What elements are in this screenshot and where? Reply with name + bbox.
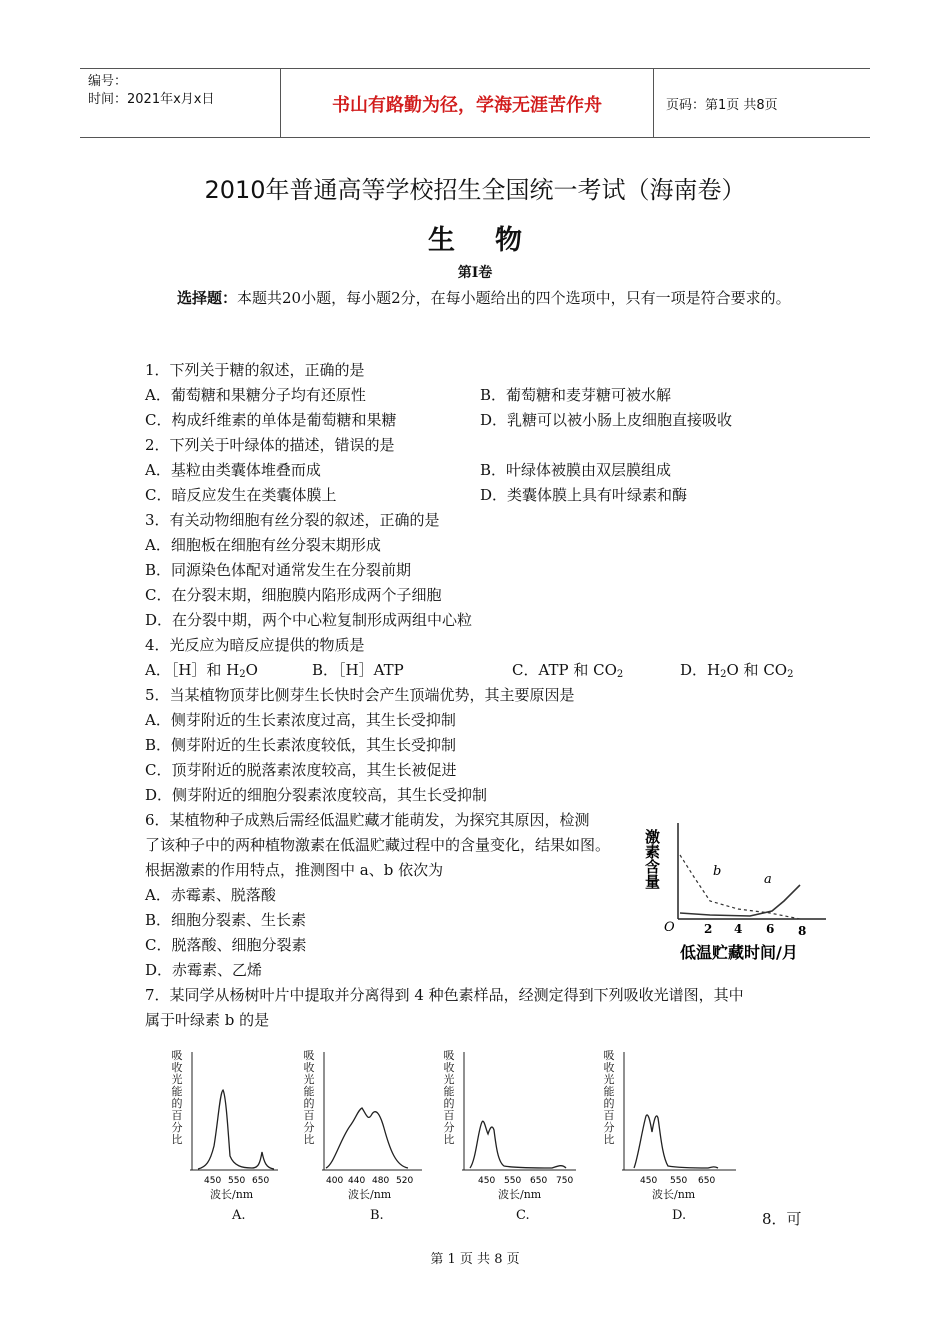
q5-option-c: C．顶芽附近的脱落素浓度较高，其生长被促进	[145, 761, 457, 779]
q6-option-b: B．细胞分裂素、生长素	[145, 911, 307, 929]
spectrum-b-tick-3: 480	[372, 1176, 390, 1186]
spectrum-c-tick-3: 650	[530, 1176, 548, 1186]
spectrum-a-tick-2: 550	[228, 1176, 246, 1186]
spectrum-b-xlabel: 波长/nm	[348, 1188, 392, 1201]
q4-option-a: A．［H］和 $H_2O$	[145, 661, 258, 680]
hormone-chart-xlabel: 低温贮藏时间/月	[680, 943, 798, 962]
q7-stem-line1: 7．某同学从杨树叶片中提取并分离得到 4 种色素样品，经测定得到下列吸收光谱图，其中	[145, 986, 744, 1004]
spectrum-b-ylabel: 吸收光能的百分比	[303, 1049, 315, 1146]
instructions-lead: 选择题：	[177, 289, 238, 307]
q7-stem-line2: 属于叶绿素 b 的是	[145, 1011, 270, 1029]
date-text: 时间：2021年x月x日	[88, 92, 215, 107]
q3-option-d: D．在分裂中期，两个中心粒复制形成两组中心粒	[145, 611, 473, 629]
q5-option-b: B．侧芽附近的生长素浓度较低，其生长受抑制	[145, 736, 457, 754]
spectrum-d-curve	[634, 1115, 718, 1168]
q1-stem: 1．下列关于糖的叙述，正确的是	[145, 361, 365, 379]
motto-text: 书山有路勤为径，学海无涯苦作舟	[332, 95, 602, 116]
q6-option-a: A．赤霉素、脱落酸	[145, 886, 276, 904]
spectrum-panel-a	[168, 1050, 288, 1230]
spectrum-d-tick-3: 650	[698, 1176, 716, 1186]
volume-title: 第Ⅰ卷	[457, 265, 493, 281]
q2-option-c: C．暗反应发生在类囊体膜上	[145, 486, 337, 504]
q4-stem: 4．光反应为暗反应提供的物质是	[145, 636, 365, 654]
q6-option-c: C．脱落酸、细胞分裂素	[145, 936, 307, 954]
spectrum-a-ylabel: 吸收光能的百分比	[171, 1049, 183, 1146]
hormone-chart-origin: O	[664, 920, 675, 935]
spectrum-panel-d	[600, 1050, 740, 1230]
hormone-chart-tick-4: 4	[734, 922, 743, 936]
spectrum-c-xlabel: 波长/nm	[498, 1188, 542, 1201]
q3-option-c: C．在分裂末期，细胞膜内陷形成两个子细胞	[145, 586, 442, 604]
hormone-curve-b	[680, 855, 800, 919]
q6-stem-line2: 了该种子中的两种植物激素在低温贮藏过程中的含量变化，结果如图。	[145, 836, 611, 854]
spectrum-c-option: C.	[516, 1208, 530, 1223]
instructions-text: 本题共20小题，每小题2分，在每小题给出的四个选项中，只有一项是符合要求的。	[237, 289, 791, 307]
spectrum-d-tick-2: 550	[670, 1176, 688, 1186]
hormone-chart-tick-6: 6	[766, 922, 775, 936]
spectrum-c-ylabel: 吸收光能的百分比	[443, 1049, 455, 1146]
q6-stem-line3: 根据激素的作用特点，推测图中 a、b 依次为	[145, 861, 444, 879]
hormone-chart	[643, 815, 840, 965]
spectrum-a-svg	[168, 1050, 288, 1230]
spectrum-b-tick-4: 520	[396, 1176, 414, 1186]
spectrum-a-tick-3: 650	[252, 1176, 270, 1186]
spectrum-b-svg	[300, 1050, 430, 1230]
subject-title: 生物	[428, 225, 562, 256]
q3-stem: 3．有关动物细胞有丝分裂的叙述，正确的是	[145, 511, 440, 529]
hormone-chart-ylabel: 激素含量	[643, 829, 661, 889]
q1-option-c: C．构成纤维素的单体是葡萄糖和果糖	[145, 411, 397, 429]
exam-title: 2010年普通高等学校招生全国统一考试（海南卷）	[204, 176, 746, 204]
page-info: 页码：第1页 共8页	[666, 98, 778, 113]
page-footer: 第 1 页 共 8 页	[430, 1252, 520, 1267]
q1-option-b: B．葡萄糖和麦芽糖可被水解	[480, 386, 672, 404]
spectrum-d-option: D.	[672, 1208, 687, 1223]
q2-option-a: A．基粒由类囊体堆叠而成	[145, 461, 321, 479]
spectrum-a-curve	[198, 1090, 274, 1169]
spectrum-a-option: A.	[232, 1208, 246, 1223]
spectrum-b-option: B.	[370, 1208, 384, 1223]
q2-option-b: B．叶绿体被膜由双层膜组成	[480, 461, 672, 479]
hormone-label-b: b	[713, 864, 722, 879]
header-meta	[80, 69, 280, 137]
spectrum-c-tick-2: 550	[504, 1176, 522, 1186]
q8-start: 8．可	[762, 1210, 802, 1228]
q2-stem: 2．下列关于叶绿体的描述，错误的是	[145, 436, 395, 454]
spectrum-c-svg	[440, 1050, 580, 1230]
spectrum-a-tick-1: 450	[204, 1176, 222, 1186]
hormone-curve-a	[680, 885, 800, 916]
page-header	[80, 68, 870, 138]
hormone-chart-svg	[643, 815, 840, 965]
spectrum-c-curve	[470, 1121, 566, 1168]
q3-option-a: A．细胞板在细胞有丝分裂末期形成	[145, 536, 381, 554]
q6-option-d: D．赤霉素、乙烯	[145, 961, 263, 979]
q6-stem-line1: 6．某植物种子成熟后需经低温贮藏才能萌发，为探究其原因，检测	[145, 811, 590, 829]
serial-number: 编号：	[88, 74, 128, 89]
q4-option-d: D．$H_2O$ 和 $CO_2$	[680, 661, 794, 680]
spectrum-b-tick-2: 440	[348, 1176, 366, 1186]
q2-option-d: D．类囊体膜上具有叶绿素和酶	[480, 486, 688, 504]
hormone-label-a: a	[764, 872, 772, 887]
instructions	[145, 286, 805, 311]
spectrum-d-svg	[600, 1050, 740, 1230]
hormone-chart-tick-2: 2	[704, 922, 713, 936]
spectrum-d-ylabel: 吸收光能的百分比	[603, 1049, 615, 1146]
q5-option-a: A．侧芽附近的生长素浓度过高，其生长受抑制	[145, 711, 456, 729]
spectrum-c-tick-4: 750	[556, 1176, 574, 1186]
q3-option-b: B．同源染色体配对通常发生在分裂前期	[145, 561, 412, 579]
q5-stem: 5．当某植物顶芽比侧芽生长快时会产生顶端优势，其主要原因是	[145, 686, 575, 704]
spectrum-panel-b	[300, 1050, 430, 1230]
spectrum-a-xlabel: 波长/nm	[210, 1188, 254, 1201]
spectrum-d-xlabel: 波长/nm	[652, 1188, 696, 1201]
q5-option-d: D．侧芽附近的细胞分裂素浓度较高，其生长受抑制	[145, 786, 488, 804]
q4-option-c: C．ATP 和 $CO_2$	[512, 661, 624, 680]
q1-option-a: A．葡萄糖和果糖分子均有还原性	[145, 386, 366, 404]
header-motto-cell	[280, 69, 654, 137]
q1-option-d: D．乳糖可以被小肠上皮细胞直接吸收	[480, 411, 733, 429]
spectrum-b-curve	[326, 1108, 408, 1168]
spectrum-b-tick-1: 400	[326, 1176, 344, 1186]
hormone-chart-tick-8: 8	[798, 924, 807, 938]
spectrum-d-tick-1: 450	[640, 1176, 658, 1186]
header-page-cell	[654, 69, 870, 137]
spectrum-panel-c	[440, 1050, 580, 1230]
q4-option-b: B．［H］ATP	[312, 661, 404, 679]
spectrum-c-tick-1: 450	[478, 1176, 496, 1186]
